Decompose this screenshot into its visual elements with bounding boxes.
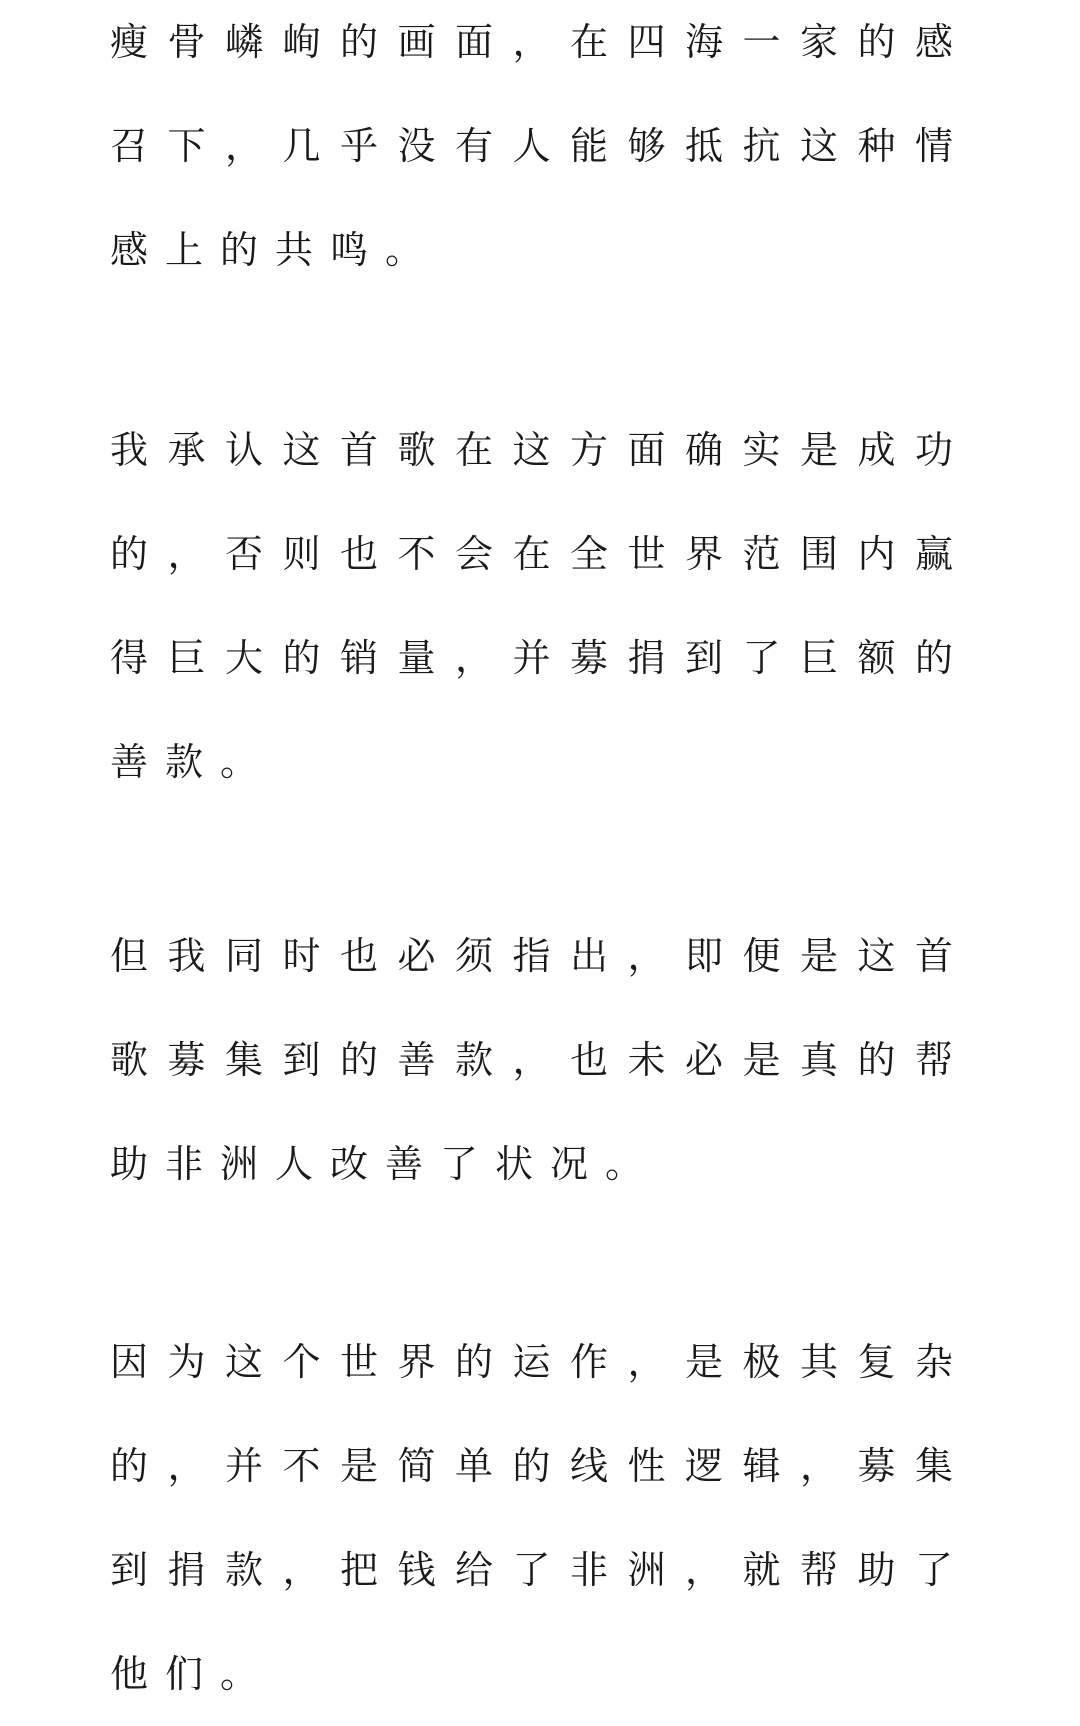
paragraph: 我承认这首歌在这方面确实是成功的，否则也不会在全世界范围内赢得巨大的销量，并募捐到了巨额的善款。 <box>110 428 970 784</box>
paragraph: 因为这个世界的运作，是极其复杂的，并不是简单的线性逻辑，募集到捐款，把钱给了非洲，就帮助了他们。 <box>110 1340 970 1696</box>
paragraph: 但我同时也必须指出，即便是这首歌募集到的善款，也未必是真的帮助非洲人改善了状况。 <box>110 934 970 1186</box>
paragraph: 瘦骨嶙峋的画面，在四海一家的感召下，几乎没有人能够抵抗这种情感上的共鸣。 <box>110 20 970 272</box>
